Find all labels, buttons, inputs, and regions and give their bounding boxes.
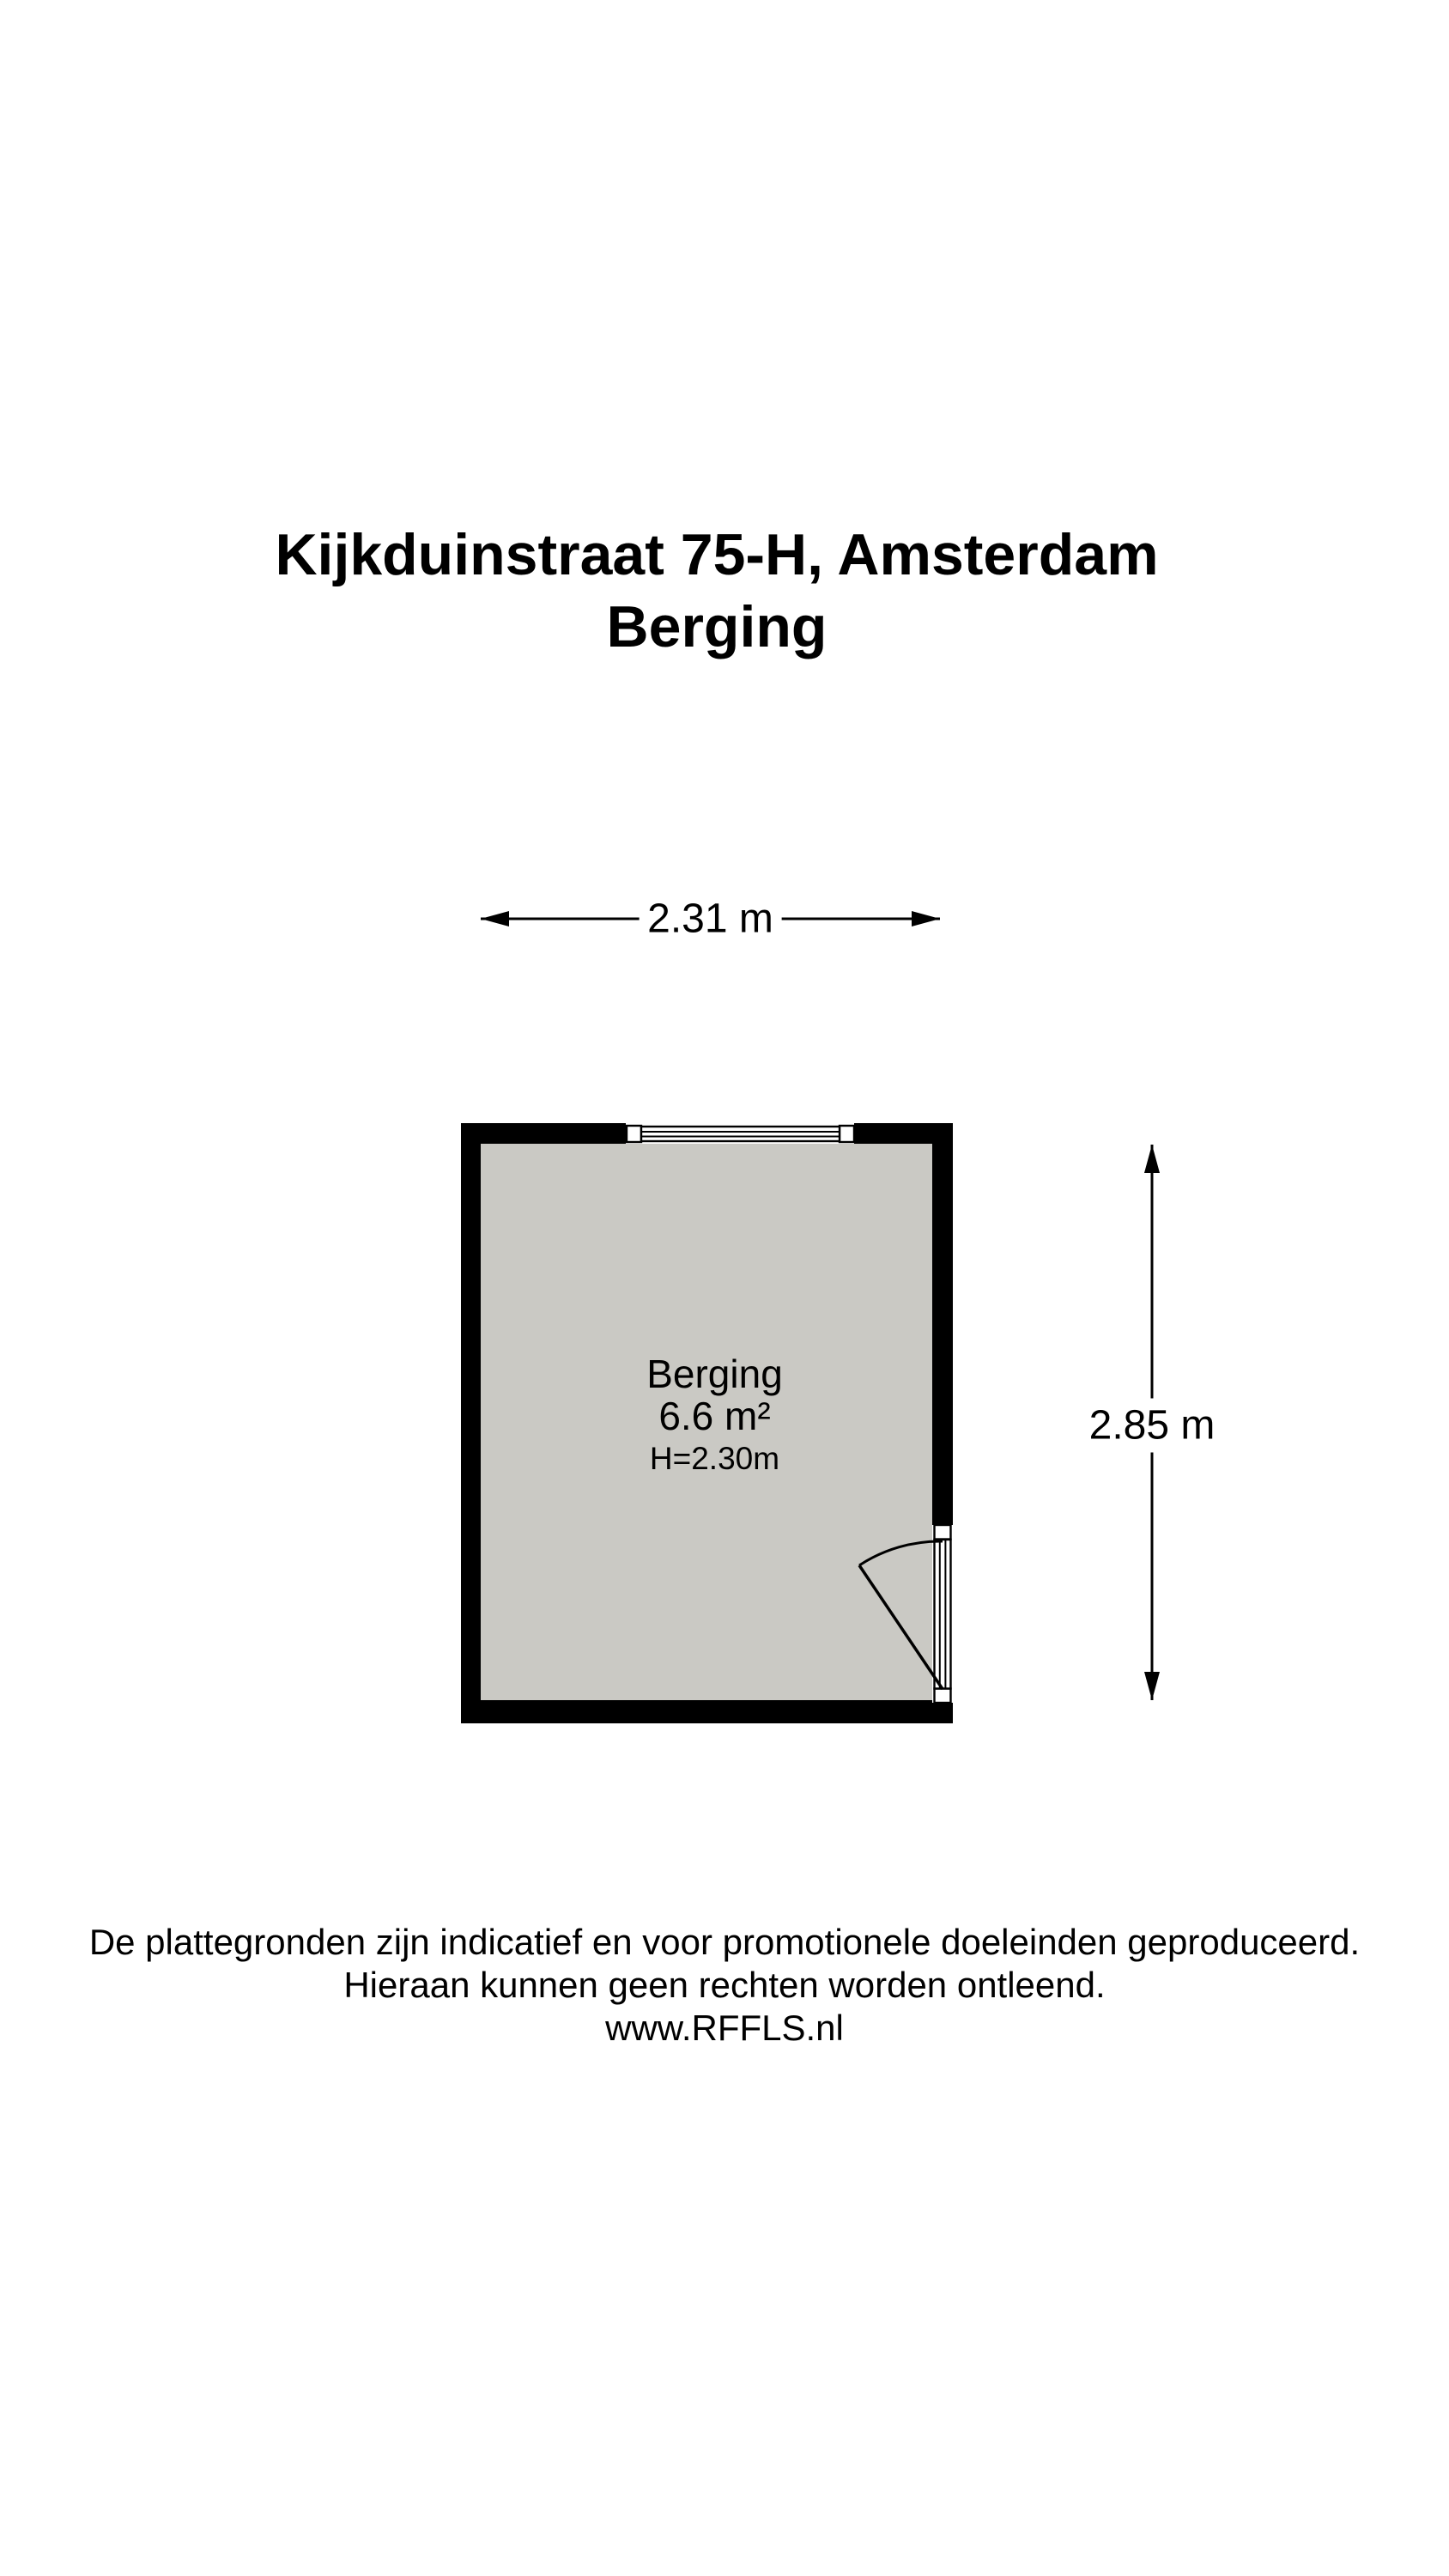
window-end-cap-right: [840, 1126, 854, 1142]
height-dimension: [1088, 1138, 1216, 1707]
door-frame: [935, 1540, 951, 1689]
wall-right-lower-segment: [932, 1703, 953, 1723]
disclaimer-line-1: De plattegronden zijn indicatief en voor promotionele doeleinden geproduceerd.: [88, 1922, 1361, 1962]
window-icon: [626, 1124, 854, 1143]
door-end-cap-top: [935, 1525, 951, 1540]
disclaimer-line-2: Hieraan kunnen geen rechten worden ontleend.: [343, 1965, 1106, 2005]
door-end-cap-bottom: [935, 1689, 951, 1704]
wall-bottom: [461, 1700, 953, 1723]
room-ceiling-height-label: H=2.30m: [649, 1441, 780, 1476]
width-dimension-label: 2.31 m: [639, 896, 782, 943]
footer-website: www.RFFLS.nl: [605, 2008, 844, 2048]
page-title-room: Berging: [606, 594, 828, 659]
wall-top-left-segment: [461, 1123, 626, 1144]
window-end-cap-left: [627, 1126, 641, 1142]
room-area-label: 6.6 m²: [658, 1394, 771, 1438]
room-name-label: Berging: [646, 1352, 783, 1396]
page-title: [0, 519, 1434, 663]
page-title-address: Kijkduinstraat 75-H, Amsterdam: [275, 522, 1159, 587]
footer-disclaimer: [0, 1921, 1449, 2050]
height-dimension-label: 2.85 m: [1089, 1399, 1216, 1453]
window-frame: [641, 1127, 840, 1141]
width-dimension: [468, 895, 953, 943]
